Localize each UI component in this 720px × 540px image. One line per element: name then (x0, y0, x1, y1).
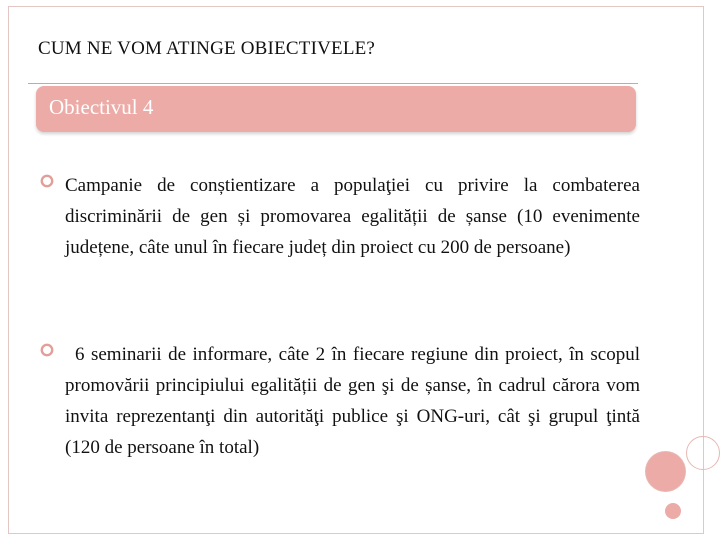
title-divider (28, 83, 638, 84)
list-item-text: 6 seminarii de informare, câte 2 în fiecare regiune din proiect, în scopul promovării principiului egalității de gen şi de șanse, în cadrul cărora vom invita reprezentanţi din autorităţi publice şi ONG-uri, cât şi grupul ţintă (120 de persoane în total) (65, 344, 640, 458)
decorative-circle-large (646, 452, 685, 491)
list-item (40, 170, 640, 263)
ring-bullet-icon (40, 174, 54, 188)
slide-title: CUM NE VOM ATINGE OBIECTIVELE? (38, 38, 376, 59)
list-item-text: Campanie de conștientizare a populaţiei cu privire la combaterea discriminării de gen și promovarea egalității de șanse (10 evenimente județene, câte unul în fiecare județ din proiect cu 200 de persoane) (65, 175, 640, 258)
ring-bullet-icon (40, 343, 54, 357)
objective-banner-label: Obiectivul 4 (49, 95, 154, 119)
decorative-circle-small (665, 503, 681, 519)
decorative-ring (686, 436, 720, 470)
list-item (40, 339, 640, 463)
objective-banner (36, 86, 636, 132)
